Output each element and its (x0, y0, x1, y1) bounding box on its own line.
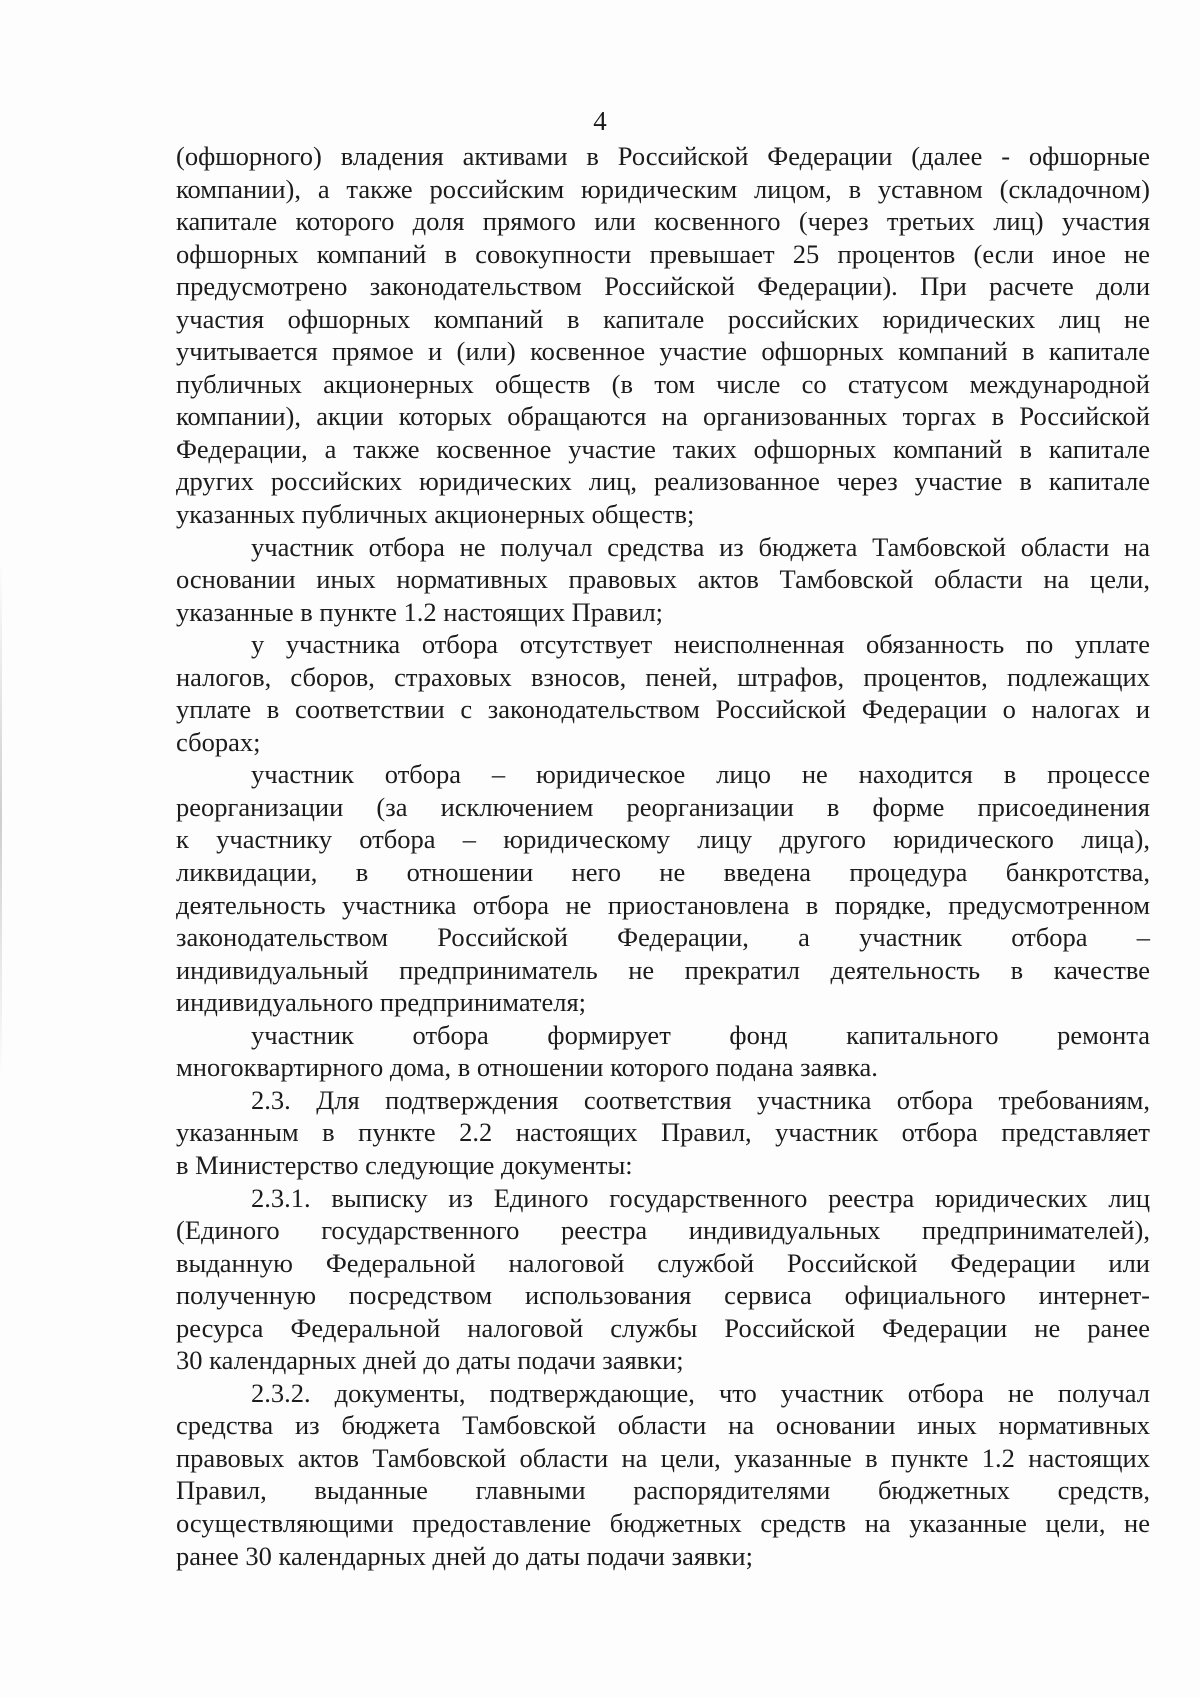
text-line: учитывается прямое и (или) косвенное участие офшорных компаний в капитале (176, 336, 1150, 367)
text-line: правовых актов Тамбовской области на цели, указанные в пункте 1.2 настоящих (176, 1442, 1150, 1473)
text-line: полученную посредством использования сервиса официального интернет- (176, 1280, 1150, 1311)
text-line: сборах; (176, 726, 261, 757)
text-line: участник отбора формирует фонд капитального ремонта (251, 1019, 1150, 1050)
text-line: указанных публичных акционерных обществ; (176, 499, 695, 530)
text-line: Федерации, а также косвенное участие таких офшорных компаний в капитале (176, 433, 1150, 464)
text-line: предусмотрено законодательством Российской Федерации). При расчете доли (176, 271, 1150, 302)
text-line: к участнику отбора – юридическому лицу другого юридического лица), (176, 824, 1150, 855)
scan-edge-shadow (0, 560, 2, 1080)
text-line: основании иных нормативных правовых актов Тамбовской области на цели, (176, 564, 1150, 595)
text-line: осуществляющими предоставление бюджетных средств на указанные цели, не (176, 1507, 1150, 1538)
text-line: Правил, выданные главными распорядителями бюджетных средств, (176, 1475, 1150, 1506)
text-line: 30 календарных дней до даты подачи заявки; (176, 1345, 684, 1376)
text-line: капитале которого доля прямого или косвенного (через третьих лиц) участия (176, 206, 1150, 237)
text-line: ранее 30 календарных дней до даты подачи заявки; (176, 1540, 753, 1571)
text-line: участник отбора не получал средства из бюджета Тамбовской области на (251, 531, 1150, 562)
text-line: других российских юридических лиц, реализованное через участие в капитале (176, 466, 1150, 497)
text-line: в Министерство следующие документы: (176, 1149, 633, 1180)
text-line: индивидуальный предприниматель не прекратил деятельность в качестве (176, 954, 1150, 985)
text-line: законодательством Российской Федерации, а участник отбора – (176, 922, 1150, 953)
text-line: 2.3. Для подтверждения соответствия участника отбора требованиям, (251, 1084, 1150, 1115)
text-line: компании), а также российским юридическим лицом, в уставном (складочном) (176, 173, 1150, 204)
text-line: участник отбора – юридическое лицо не находится в процессе (251, 759, 1150, 790)
text-line: (офшорного) владения активами в Российской Федерации (далее - офшорные (176, 141, 1150, 171)
text-line: у участника отбора отсутствует неисполненная обязанность по уплате (251, 629, 1150, 660)
text-line: индивидуального предпринимателя; (176, 987, 587, 1018)
text-line: указанные в пункте 1.2 настоящих Правил; (176, 596, 664, 627)
text-line: деятельность участника отбора не приостановлена в порядке, предусмотренном (176, 889, 1150, 920)
text-line: выданную Федеральной налоговой службой Российской Федерации или (176, 1247, 1150, 1278)
text-line: указанным в пункте 2.2 настоящих Правил, участник отбора представляет (176, 1117, 1150, 1148)
text-line: реорганизации (за исключением реорганизации в форме присоединения (176, 791, 1150, 822)
text-line: уплате в соответствии с законодательством Российской Федерации о налогах и (176, 694, 1150, 725)
text-line: публичных акционерных обществ (в том числе со статусом международной (176, 368, 1150, 399)
text-line: офшорных компаний в совокупности превышает 25 процентов (если иное не (176, 238, 1150, 269)
text-line: налогов, сборов, страховых взносов, пеней, штрафов, процентов, подлежащих (176, 661, 1150, 692)
page-number: 4 (593, 106, 607, 136)
text-line: многоквартирного дома, в отношении которого подана заявка. (176, 1052, 878, 1083)
text-line: ликвидации, в отношении него не введена процедура банкротства, (176, 857, 1150, 888)
text-line: средства из бюджета Тамбовской области на основании иных нормативных (176, 1410, 1150, 1441)
text-line: 2.3.2. документы, подтверждающие, что участник отбора не получал (251, 1377, 1150, 1408)
text-line: ресурса Федеральной налоговой службы Российской Федерации не ранее (176, 1312, 1150, 1343)
text-line: участия офшорных компаний в капитале российских юридических лиц не (176, 303, 1150, 334)
text-line: 2.3.1. выписку из Единого государственного реестра юридических лиц (251, 1182, 1150, 1213)
text-line: компании), акции которых обращаются на организованных торгах в Российской (176, 401, 1150, 432)
text-line: (Единого государственного реестра индивидуальных предпринимателей), (176, 1215, 1150, 1246)
document-body-text (176, 140, 1150, 1572)
